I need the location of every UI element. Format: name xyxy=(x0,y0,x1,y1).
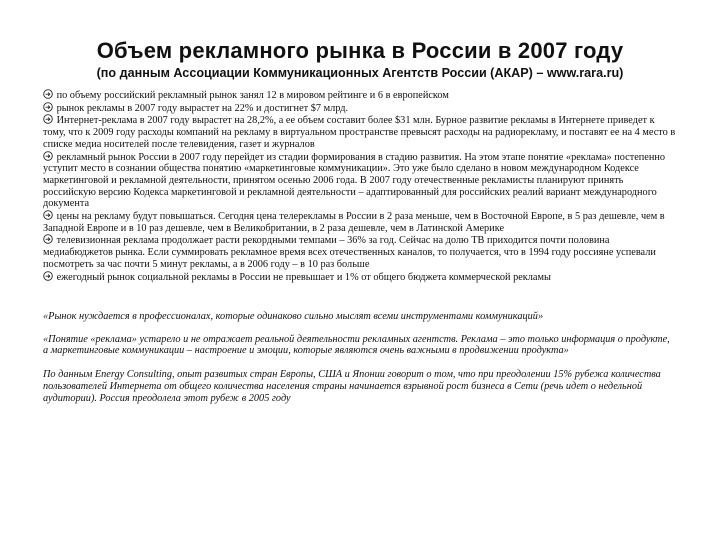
bullet-list xyxy=(43,89,677,283)
bullet-text: по объему российский рекламный рынок занял 12 в мировом рейтинге и 6 в европейском xyxy=(56,90,449,101)
bullet-text: рынок рекламы в 2007 году вырастет на 22% и достигнет $7 млрд. xyxy=(56,102,349,114)
pointing-hand-icon xyxy=(43,114,53,124)
bullet-item xyxy=(43,210,677,234)
pointing-hand-icon xyxy=(43,102,53,112)
bullet-text: телевизионная реклама продолжает расти рекордными темпами – 36% за год. Сейчас на долю ТВ приходится почти половина медиабюджетов рынка. Если суммировать рекламное время всех отечественных каналов, то получается, что в 1994 году россияне успевали посмотреть за час почти 5 минут рекламы, а в 2006 году – в 10 раз больше xyxy=(43,235,656,270)
pointing-hand-icon xyxy=(43,234,53,244)
bullet-item xyxy=(43,151,677,211)
bullet-item xyxy=(43,102,677,115)
bullet-item xyxy=(43,271,677,284)
bullet-item xyxy=(43,114,677,150)
energy-consulting-note: По данным Energy Consulting, опыт развитых стран Европы, США и Японии говорит о том, что при преодолении 15% рубежа количества пользователей Интернета от общего количества населения страны начинается взрывной рост бизнеса в Сети (речь идет о недельной аудитории). Россия преодолела этот рубеж в 2005 году xyxy=(43,369,661,404)
pointing-hand-icon xyxy=(43,151,53,161)
quote-advertising-concept: «Понятие «реклама» устарело и не отражает реальной деятельности рекламных агентств. Реклама – это только информация о продукте, а маркетинговые коммуникации – настроение и эмоции, которые являются очень важными в продвижении продукта» xyxy=(43,333,670,357)
pointing-hand-icon xyxy=(43,271,53,281)
bullet-item xyxy=(43,89,677,102)
bullet-text: цены на рекламу будут повышаться. Сегодня цена телерекламы в России в 2 раза меньше, чем в Восточной Европе, в 5 раз дешевле, чем в Западной Европе и в 10 раз дешевле, чем в Великобритании, в 2 раза дешевле, чем в Латинской Америке xyxy=(43,211,665,234)
bullet-text: ежегодный рынок социальной рекламы в России не превышает и 1% от общего бюджета коммерческой рекламы xyxy=(56,271,551,283)
slide-subtitle: (по данным Ассоциации Коммуникационных Агентств России (АКАР) – www.rara.ru) xyxy=(96,66,624,80)
bullet-text: Интернет-реклама в 2007 году вырастет на 28,2%, а ее объем составит более $31 млн. Бурное развитие рекламы в Интернете приведет к тому, что к 2009 году расходы компаний на рекламу в виртуальном пространстве превысят расходы на радиорекламу, и поставят ее на 4 место в списке медиа носителей после телевидения, газет и журналов xyxy=(43,115,676,150)
quote-block xyxy=(43,311,673,415)
pointing-hand-icon xyxy=(43,210,53,220)
bullet-text: рекламный рынок России в 2007 году перейдет из стадии формирования в стадию развития. На этом этапе понятие «реклама» постепенно уступит место в сознании общества понятию «маркетинговые коммуникации». Это уже было сделано в новом международном Кодексе маркетинговой и рекламной деятельности, принятом осенью 2006 года. В 2007 году отечественные рекламисты планируют принять российскую версию Кодекса маркетинговой и рекламной деятельности – адаптированный для российских реалий вариант международного документа xyxy=(43,151,666,210)
quote-professionals: «Рынок нуждается в профессионалах, которые одинаково сильно мыслят всеми инструментами коммуникаций» xyxy=(43,311,544,322)
bullet-item xyxy=(43,234,677,270)
slide-title: Объем рекламного рынка в России в 2007 году xyxy=(96,38,624,63)
pointing-hand-icon xyxy=(43,89,53,99)
